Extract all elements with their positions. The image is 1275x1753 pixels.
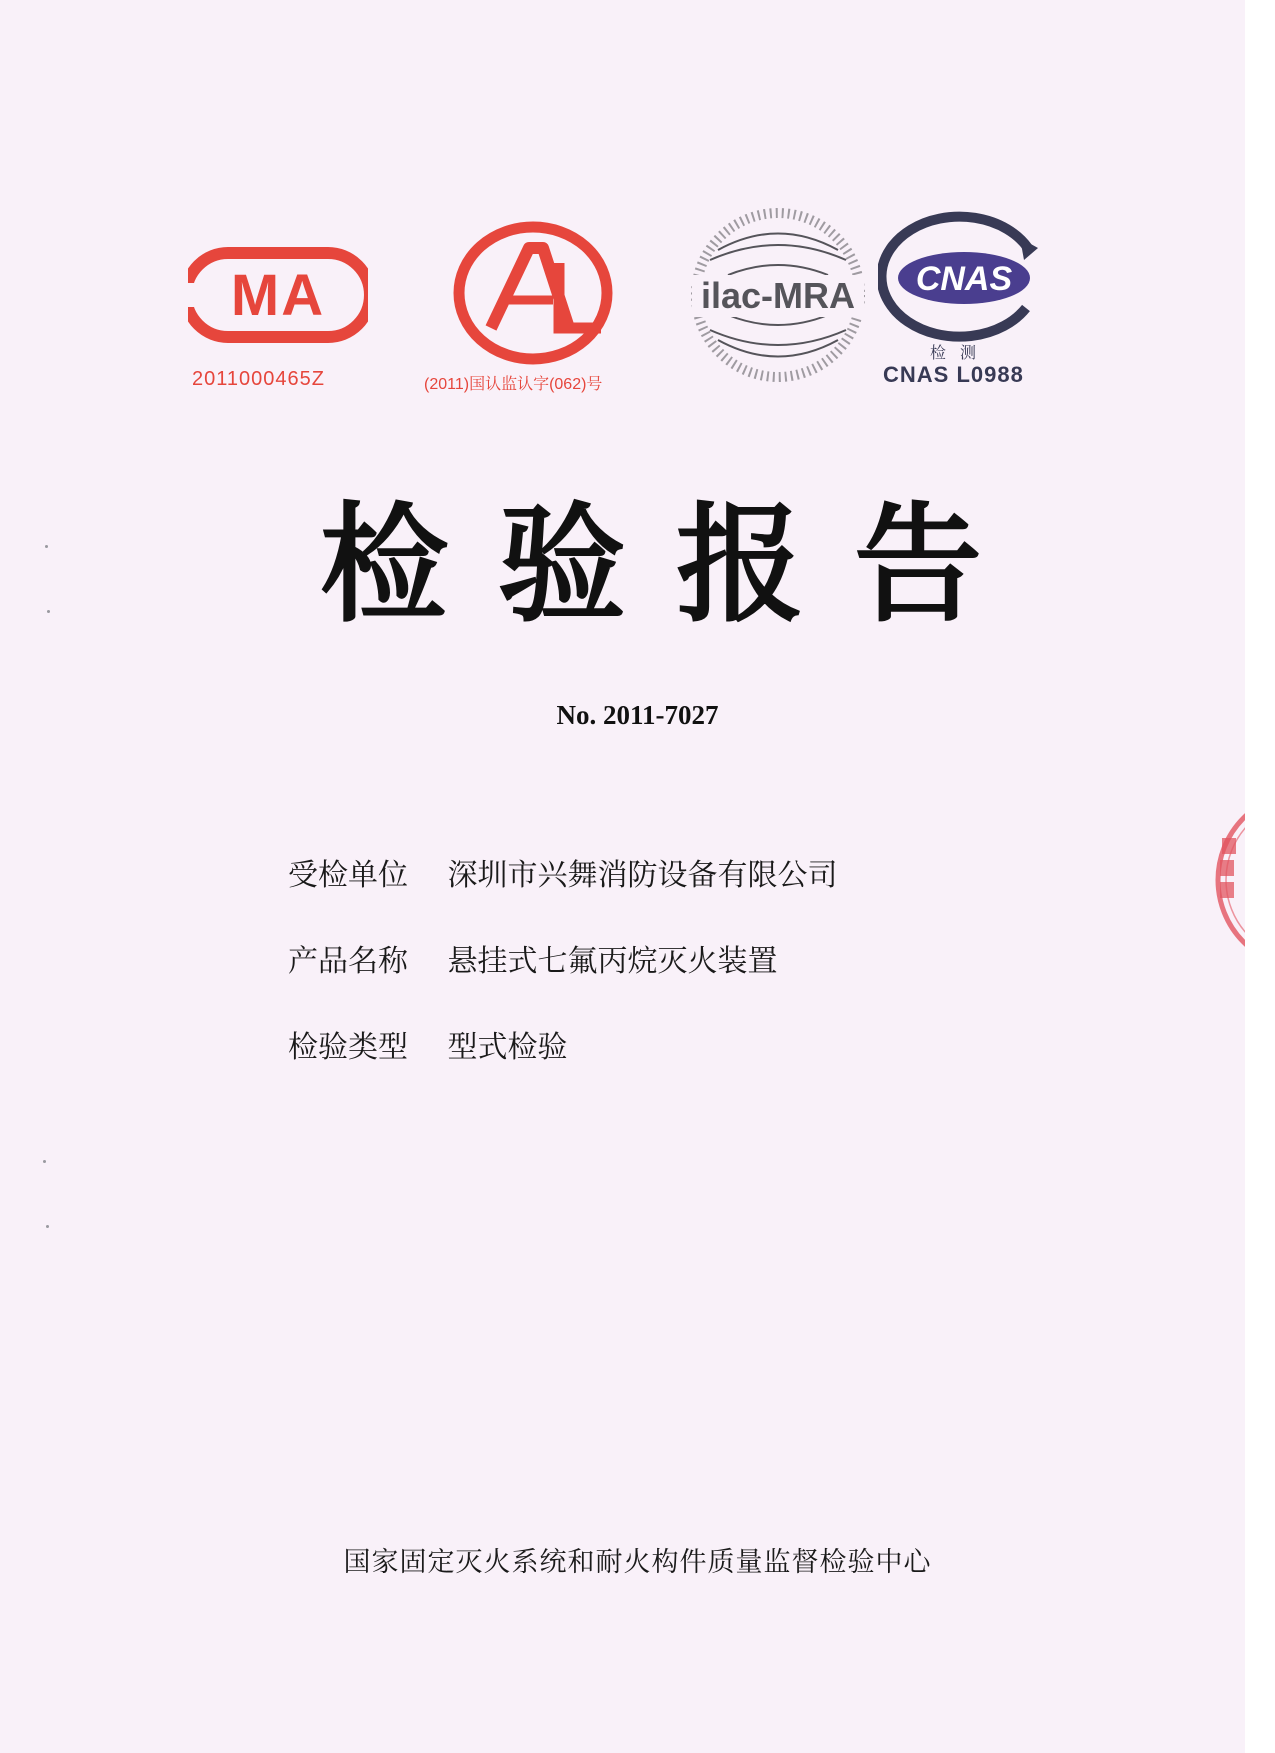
field-label: 受检单位 (288, 858, 408, 893)
scan-speck (47, 610, 50, 613)
svg-text:CNAS: CNAS (915, 260, 1013, 298)
scan-edge (1245, 0, 1275, 1753)
field-value: 型式检验 (447, 1030, 568, 1065)
field-value: 悬挂式七氟丙烷灭火装置 (447, 944, 778, 979)
field-label: 检验类型 (288, 1030, 408, 1065)
cal-logo (451, 218, 616, 368)
scan-speck (45, 545, 48, 548)
report-number: No. 2011-7027 (556, 700, 719, 730)
svg-text:ilac-MRA: ilac-MRA (700, 275, 856, 316)
cal-code: (2011)国认监认字(062)号 (424, 376, 603, 393)
field-inspected-unit (288, 850, 838, 894)
cma-logo (188, 245, 368, 345)
field-value: 深圳市兴舞消防设备有限公司 (447, 858, 838, 893)
report-title: 检验报告 (320, 491, 1033, 640)
red-seal-stamp (1196, 790, 1245, 970)
cnas-sub-label: 检测 (930, 343, 991, 362)
cnas-code: CNAS L0988 (883, 362, 1024, 387)
field-label: 产品名称 (288, 944, 408, 979)
issuing-authority: 国家固定灭火系统和耐火构件质量监督检验中心 (343, 1547, 932, 1578)
field-product-name (288, 936, 778, 980)
cma-code: 2011000465Z (192, 368, 325, 390)
scan-speck (43, 1160, 46, 1163)
svg-text:MA: MA (230, 263, 326, 328)
field-inspection-type (288, 1022, 568, 1066)
scan-speck (46, 1225, 49, 1228)
cnas-logo (878, 208, 1050, 343)
ilac-mra-logo (688, 205, 868, 385)
